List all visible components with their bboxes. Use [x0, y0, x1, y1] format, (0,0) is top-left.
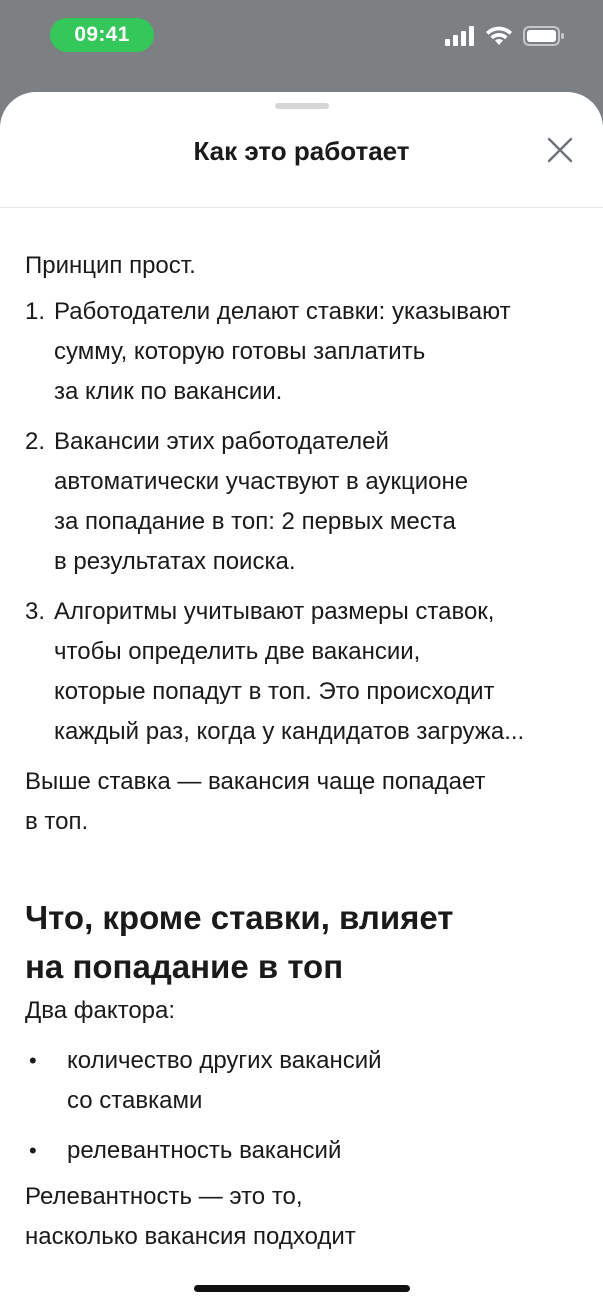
- steps-list: [25, 292, 585, 752]
- text-line: Работодатели делают ставки: указывают: [54, 298, 511, 325]
- text-line: релевантность вакансий: [67, 1137, 342, 1164]
- list-item: [25, 292, 585, 412]
- intro-text: Принцип прост.: [25, 252, 196, 279]
- status-bar: [0, 0, 603, 90]
- text-line: которые попадут в топ. Это происходит: [54, 678, 495, 705]
- relevance-text: [25, 1177, 585, 1257]
- text-line: автоматически участвуют в аукционе: [54, 468, 469, 495]
- text-line: за попадание в топ: 2 первых места: [54, 508, 456, 535]
- section-heading: [25, 893, 585, 991]
- text-line: в топ.: [25, 808, 89, 835]
- text-line: за клик по вакансии.: [54, 378, 283, 405]
- close-button[interactable]: [540, 132, 580, 172]
- text-line: со ставками: [67, 1087, 203, 1114]
- list-item-text: [54, 422, 594, 582]
- heading-line: Что, кроме ставки, влияет: [25, 899, 454, 936]
- bullet-icon: •: [29, 1048, 37, 1073]
- bullet-icon: •: [29, 1138, 37, 1163]
- list-item: [25, 422, 585, 582]
- list-item-text: [54, 292, 594, 412]
- text-line: Релевантность — это то,: [25, 1183, 303, 1210]
- text-line: Вакансии этих работодателей: [54, 428, 389, 455]
- sheet-title: Как это работает: [193, 136, 410, 166]
- text-line: Выше ставка — вакансия чаще попадает: [25, 768, 486, 795]
- list-item-number: 2.: [25, 428, 46, 455]
- close-icon: [546, 136, 574, 169]
- factors-intro: Два фактора:: [25, 997, 176, 1024]
- list-item: [25, 1131, 585, 1171]
- factors-list: [25, 1041, 585, 1171]
- text-line: насколько вакансия подходит: [25, 1223, 356, 1250]
- list-item: [25, 592, 585, 752]
- status-icons: [445, 26, 565, 50]
- battery-icon: [523, 25, 565, 52]
- wifi-icon: [485, 26, 513, 51]
- summary-text: [25, 762, 585, 842]
- list-item-number: 3.: [25, 598, 46, 625]
- list-item-text: [67, 1131, 585, 1171]
- text-line: в результатах поиска.: [54, 548, 296, 575]
- text-line: сумму, которую готовы заплатить: [54, 338, 426, 365]
- heading-line: на попадание в топ: [25, 948, 344, 985]
- list-item: [25, 1041, 585, 1121]
- list-item-text: [54, 592, 594, 752]
- text-line: каждый раз, когда у кандидатов загружа...: [54, 718, 525, 745]
- sheet-content: [25, 246, 585, 1257]
- cellular-signal-icon: [445, 26, 475, 51]
- list-item-text: [67, 1041, 585, 1121]
- text-line: количество других вакансий: [67, 1047, 382, 1074]
- sheet-header: [0, 92, 603, 208]
- text-line: Алгоритмы учитывают размеры ставок,: [54, 598, 495, 625]
- list-item-number: 1.: [25, 298, 46, 325]
- text-line: чтобы определить две вакансии,: [54, 638, 421, 665]
- home-indicator[interactable]: [194, 1285, 410, 1292]
- status-time[interactable]: 09:41: [50, 18, 154, 52]
- bottom-sheet: [0, 92, 603, 1305]
